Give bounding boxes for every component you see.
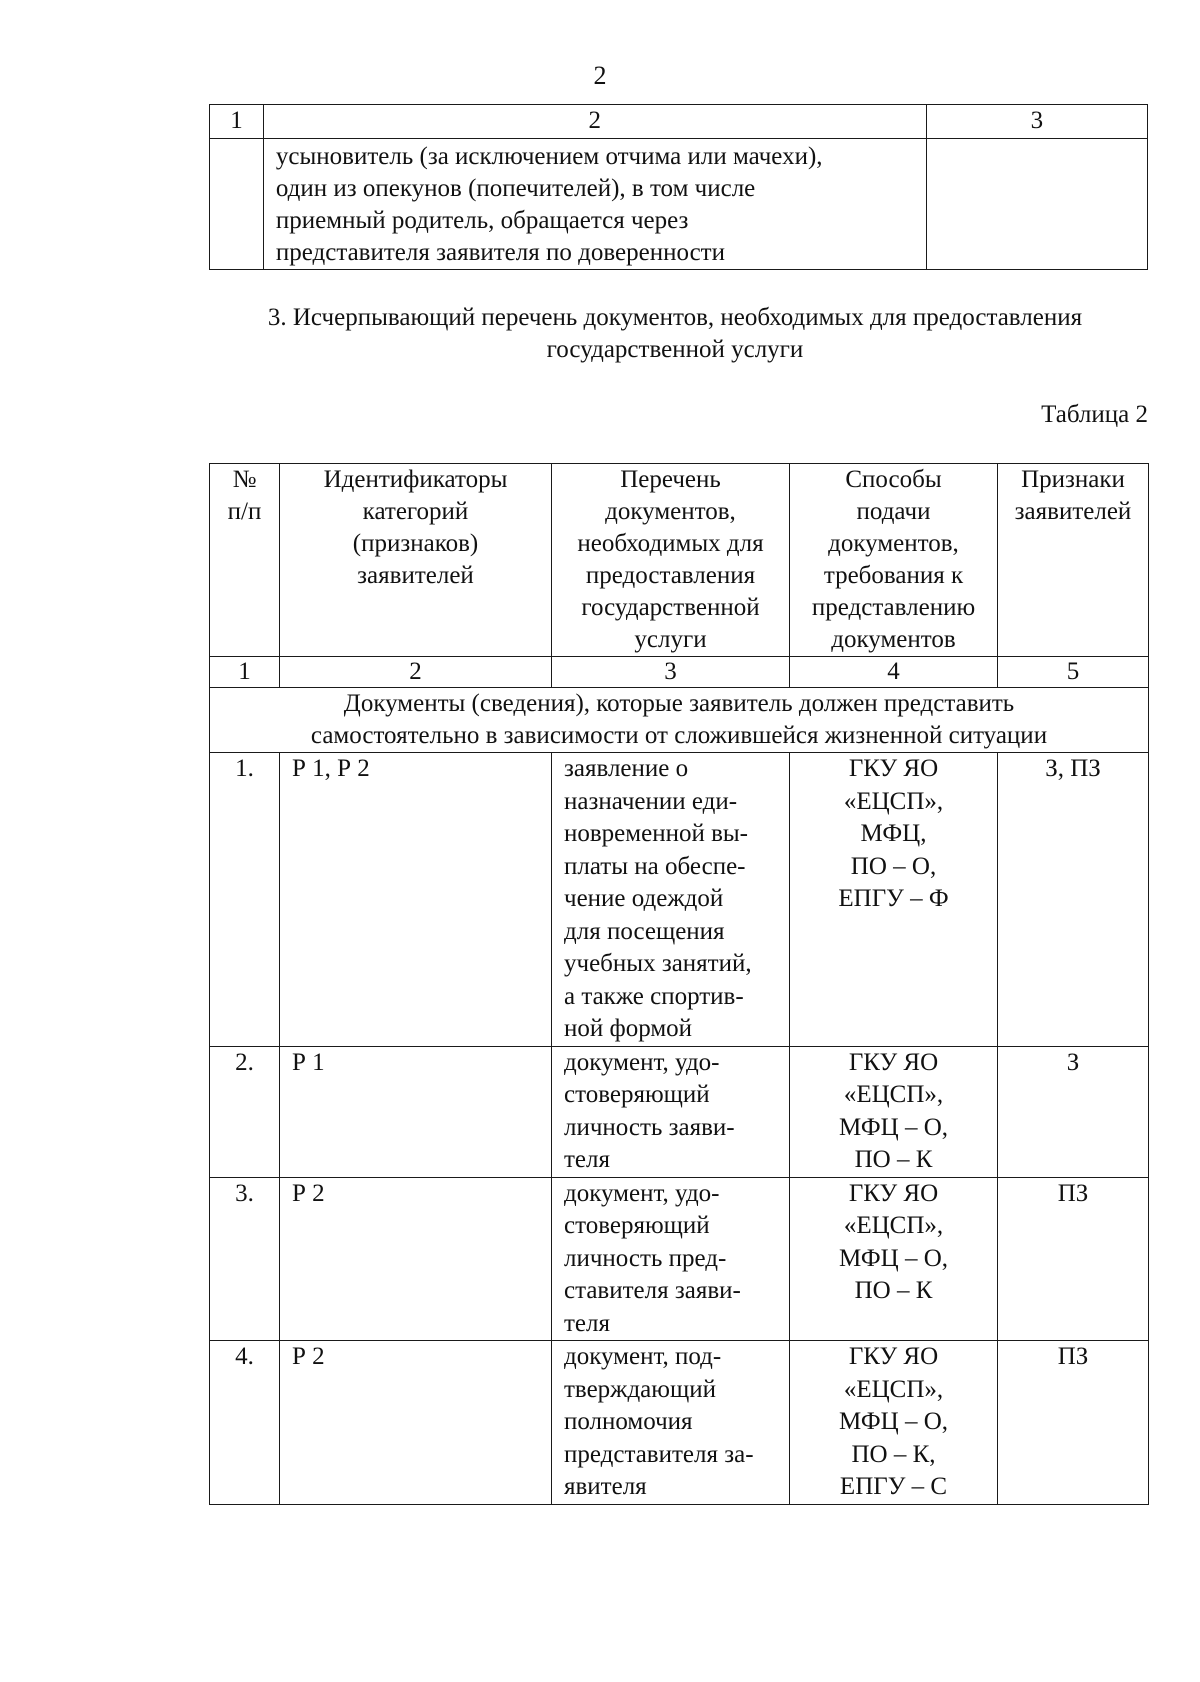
text-line: документ, удо- xyxy=(564,1179,720,1207)
column-number: 2 xyxy=(280,657,552,688)
continuation-cell-1 xyxy=(210,139,264,270)
text-line: заявителей xyxy=(357,562,474,589)
text-line: ЕПГУ – С xyxy=(839,1473,948,1500)
header-signs xyxy=(998,464,1149,657)
text-line: Признаки xyxy=(1021,466,1125,493)
text-line: МФЦ, xyxy=(860,820,927,847)
text-line: стоверяющий xyxy=(564,1081,710,1108)
row-number: 4. xyxy=(210,1341,280,1505)
text-line: ЕПГУ – Ф xyxy=(838,885,949,912)
continuation-cell-3 xyxy=(926,139,1147,270)
row-identifiers: Р 1, Р 2 xyxy=(280,753,552,1047)
header-documents xyxy=(552,464,790,657)
text-line: учебных занятий, xyxy=(564,950,752,977)
text-line: полномочия xyxy=(564,1408,693,1435)
section-heading-line: 3. Исчерпывающий перечень документов, необходимых для предоставления xyxy=(267,304,1083,331)
row-number: 1. xyxy=(210,753,280,1047)
text-line: представителя заявителя по доверенности xyxy=(275,239,725,266)
text-line: представлению xyxy=(811,594,976,621)
text-line: явителя xyxy=(564,1473,647,1500)
text-line: категорий xyxy=(362,498,469,525)
text-line: чение одеждой xyxy=(564,885,724,912)
page-number: 2 xyxy=(593,61,607,90)
group-title xyxy=(210,688,1149,753)
table-row xyxy=(210,753,1149,1047)
row-document xyxy=(552,1046,790,1177)
text-line: ГКУ ЯО xyxy=(848,1048,939,1076)
text-line: «ЕЦСП», xyxy=(843,1375,944,1403)
text-line: МФЦ – О, xyxy=(838,1408,948,1435)
text-line: заявителей xyxy=(1014,498,1132,525)
text-line: государственной xyxy=(581,594,760,621)
column-number: 3 xyxy=(552,657,790,688)
row-methods xyxy=(790,1177,998,1341)
column-number: 5 xyxy=(998,657,1149,688)
text-line: Способы xyxy=(845,466,942,493)
text-line: новременной вы- xyxy=(564,820,749,847)
group-title-line: самостоятельно в зависимости от сложившейся жизненной ситуации xyxy=(310,722,1048,749)
table-label: Таблица 2 xyxy=(1041,401,1148,428)
row-signs: З, ПЗ xyxy=(998,753,1149,1047)
text-line: п/п xyxy=(227,498,262,525)
text-line: тверждающий xyxy=(564,1375,716,1403)
section-heading-line: государственной услуги xyxy=(546,336,804,363)
continuation-table-row xyxy=(210,139,1148,270)
text-line: назначении еди- xyxy=(564,787,738,815)
table-row xyxy=(210,1046,1149,1177)
table-header-row xyxy=(210,464,1149,657)
table-row xyxy=(210,1341,1149,1505)
text-line: один из опекунов (попечителей), в том числе xyxy=(275,175,756,202)
row-number: 3. xyxy=(210,1177,280,1341)
continuation-table xyxy=(209,104,1148,270)
text-line: (признаков) xyxy=(352,530,479,557)
text-line: ПО – К xyxy=(854,1277,933,1304)
text-line: усыновитель (за исключением отчима или мачехи), xyxy=(275,143,823,170)
text-line: личность заяви- xyxy=(564,1113,735,1141)
text-line: предоставления xyxy=(585,562,756,589)
text-line: документ, удо- xyxy=(564,1048,720,1076)
text-line: услуги xyxy=(634,626,707,653)
text-line: «ЕЦСП», xyxy=(843,787,944,815)
text-line: ставителя заяви- xyxy=(564,1277,741,1304)
row-signs: З xyxy=(998,1046,1149,1177)
row-document xyxy=(552,1341,790,1505)
header-methods xyxy=(790,464,998,657)
text-line: для посещения xyxy=(564,917,725,945)
column-number: 4 xyxy=(790,657,998,688)
row-identifiers: Р 2 xyxy=(280,1177,552,1341)
column-number-row xyxy=(210,657,1149,688)
group-title-line: Документы (сведения), которые заявитель должен представить xyxy=(343,690,1015,717)
text-line: приемный родитель, обращается через xyxy=(275,207,689,234)
row-methods xyxy=(790,753,998,1047)
text-line: МФЦ – О, xyxy=(838,1244,948,1272)
row-identifiers: Р 1 xyxy=(280,1046,552,1177)
column-number: 1 xyxy=(210,105,264,139)
continuation-cell-2 xyxy=(263,139,926,270)
text-line: документов, xyxy=(828,530,959,557)
text-line: № xyxy=(232,466,257,493)
row-document xyxy=(552,753,790,1047)
table-row xyxy=(210,1177,1149,1341)
text-line: ПО – К xyxy=(854,1146,933,1173)
text-line: документ, под- xyxy=(564,1343,722,1370)
row-document xyxy=(552,1177,790,1341)
row-signs: ПЗ xyxy=(998,1341,1149,1505)
text-line: Идентификаторы xyxy=(323,466,508,493)
text-line: Перечень xyxy=(620,466,721,493)
text-line: ной формой xyxy=(564,1015,693,1042)
text-line: теля xyxy=(564,1309,610,1337)
text-line: теля xyxy=(564,1146,610,1173)
text-line: заявление о xyxy=(564,755,689,782)
header-identifiers xyxy=(280,464,552,657)
row-number: 2. xyxy=(210,1046,280,1177)
continuation-table-number-row xyxy=(210,105,1148,139)
text-line: ГКУ ЯО xyxy=(848,755,939,782)
text-line: требования к xyxy=(823,562,964,589)
text-line: подачи xyxy=(856,498,931,525)
text-line: личность пред- xyxy=(564,1244,727,1272)
text-line: «ЕЦСП», xyxy=(843,1081,944,1108)
row-methods xyxy=(790,1046,998,1177)
row-identifiers: Р 2 xyxy=(280,1341,552,1505)
text-line: представителя за- xyxy=(564,1440,754,1468)
text-line: платы на обеспе- xyxy=(564,852,746,880)
row-methods xyxy=(790,1341,998,1505)
text-line: ПО – О, xyxy=(850,852,937,880)
column-number: 3 xyxy=(926,105,1147,139)
header-number xyxy=(210,464,280,657)
documents-table xyxy=(209,463,1149,1505)
column-number: 2 xyxy=(263,105,926,139)
text-line: необходимых для xyxy=(577,530,764,557)
text-line: документов, xyxy=(605,498,736,525)
text-line: ПО – К, xyxy=(851,1440,936,1468)
text-line: «ЕЦСП», xyxy=(843,1212,944,1239)
text-line: стоверяющий xyxy=(564,1212,710,1239)
group-title-row xyxy=(210,688,1149,753)
row-signs: ПЗ xyxy=(998,1177,1149,1341)
text-line: ГКУ ЯО xyxy=(848,1179,939,1207)
column-number: 1 xyxy=(210,657,280,688)
text-line: МФЦ – О, xyxy=(838,1113,948,1141)
text-line: а также спортив- xyxy=(564,982,744,1010)
section-heading xyxy=(200,302,1150,366)
text-line: документов xyxy=(831,626,956,653)
text-line: ГКУ ЯО xyxy=(848,1343,939,1370)
